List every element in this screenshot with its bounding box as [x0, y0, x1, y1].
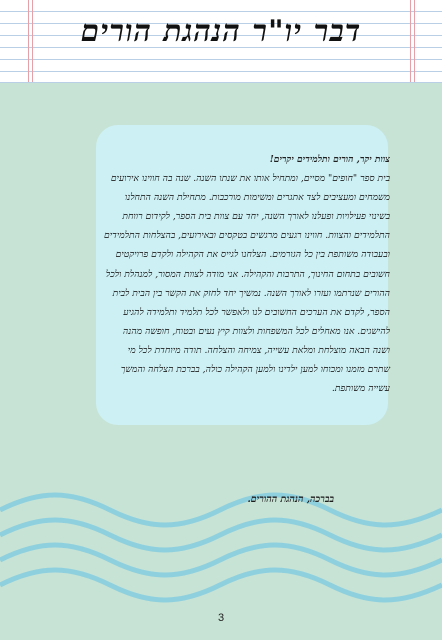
page-number: 3	[217, 612, 225, 624]
letter-body: בית ספר "חופים" מסיים, ומתחיל אותו את שנתו השנה. שנה בה חווינו אירועים משמחים ומעציבים לצד אתגרים ומשימות מורכבות. מתחילת השנה התחלנו בשינוי פעילויות ופעלנו לאורך השנה, יחד עם צוות בית הספר, לקידום רווחת התלמידים והצוות. חווינו רגעים מרגשים בטקסים ובאירועים, בהצלחות התלמידים ובעבודה משותפת בין כל הגורמים. הצלחנו לגייס את הקהילה ולקדם פרויקטים חשובים בתחום החינוך, התרבות והקהילה. אני מודה לצוות המסור, למנהלת ולכל ההורים שנרתמו ועזרו לאורך השנה. נמשיך יחד לחזק את הקשר בין הבית לבית הספר, לקדם את הערכים החשובים לנו ולאפשר לכל תלמיד ותלמידה להגיע להישגים. אנו מאחלים לכל המשפחות ולצוות קיץ נעים ובטוח, חופשה מהנה ושנה הבאה מוצלחת ומלאת עשייה, צמיחה והצלחה. תודה מיוחדת לכל מי שתרם מזמנו ומכוחו למען ילדינו ולמען הקהילה כולה, בברכת הצלחה והמשך עשייה משותפת.	[104, 173, 390, 395]
letter-signature: בברכה, הנהגת ההורים.	[247, 494, 334, 505]
letter-greeting: צוות יקר, הורים ותלמידים יקרים!	[269, 154, 390, 165]
letter-text	[104, 150, 390, 398]
notebook-header	[0, 0, 442, 83]
page-title: דבר יו"ר הנהגת הורים	[80, 14, 362, 49]
